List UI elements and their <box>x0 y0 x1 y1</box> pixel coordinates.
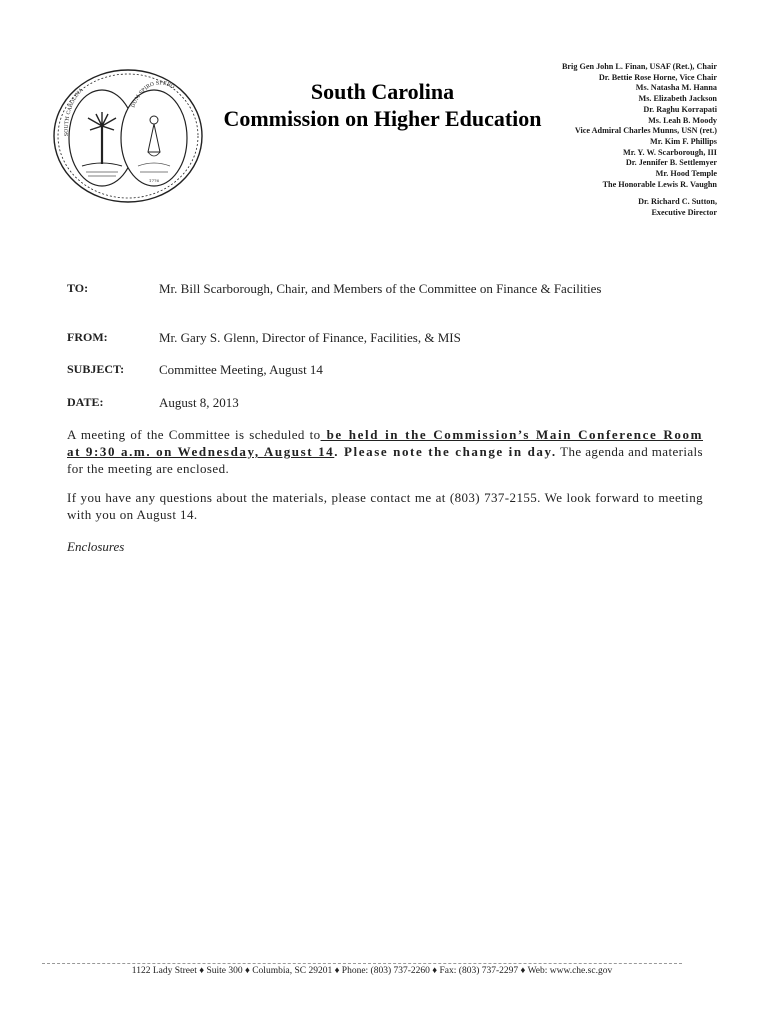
director-name: Dr. Richard C. Sutton, <box>638 197 717 207</box>
member-name: Mr. Y. W. Scarborough, III <box>622 147 717 157</box>
member-name: Dr. Raghu Korrapati <box>643 104 717 114</box>
enclosures-note: Enclosures <box>67 539 125 554</box>
contact-paragraph: If you have any questions about the materials, please contact me at (803) 737-2155. We look forward to meeting with you on August 14. <box>67 490 703 522</box>
state-seal-logo <box>52 68 204 204</box>
commission-members-list <box>457 62 717 219</box>
meeting-paragraph <box>67 426 703 477</box>
director-title: Executive Director <box>651 208 717 218</box>
footer-address: 1122 Lady Street ♦ Suite 300 ♦ Columbia, SC 29201 ♦ Phone: (803) 737-2260 ♦ Fax: (803) 737-2297 ♦ Web: www.che.sc.gov <box>131 966 613 976</box>
meeting-location-time: be held in the Commission’s Main Conference Room at 9:30 a.m. on Wednesday, August 14 <box>67 427 704 459</box>
member-name: Vice Admiral Charles Munns, USN (ret.) <box>574 126 717 136</box>
paragraph-text: A meeting of the Committee is scheduled to <box>67 427 321 442</box>
member-name: Ms. Leah B. Moody <box>648 115 717 125</box>
date-label: DATE: <box>67 395 104 409</box>
paragraph-text: The agenda and materials for the meeting are enclosed. <box>67 444 704 476</box>
member-name: Dr. Jennifer B. Settlemyer <box>625 158 717 168</box>
member-name: Dr. Bettie Rose Horne, Vice Chair <box>598 72 717 82</box>
svg-text:SOUTH CAROLINA: SOUTH CAROLINA <box>63 87 85 137</box>
member-name: Mr. Kim F. Phillips <box>650 136 717 146</box>
member-name: Ms. Elizabeth Jackson <box>638 94 717 104</box>
title-line-2: Commission on Higher Education <box>223 106 542 131</box>
title-line-1: South Carolina <box>310 79 455 104</box>
subject-label: SUBJECT: <box>67 362 125 376</box>
member-name: Ms. Natasha M. Hanna <box>635 83 717 93</box>
from-label: FROM: <box>67 330 108 344</box>
subject-value: Committee Meeting, August 14 <box>159 362 323 377</box>
svg-text:DUM SPIRO SPERO: DUM SPIRO SPERO <box>130 80 176 109</box>
date-value: August 8, 2013 <box>159 395 239 410</box>
to-label: TO: <box>67 281 89 295</box>
svg-text:1776: 1776 <box>148 178 160 183</box>
member-name: The Honorable Lewis R. Vaughn <box>602 179 717 189</box>
to-value: Mr. Bill Scarborough, Chair, and Members of the Committee on Finance & Facilities <box>159 281 602 296</box>
footer-divider <box>42 963 682 964</box>
member-name: Brig Gen John L. Finan, USAF (Ret.), Chair <box>561 62 717 71</box>
member-name: Mr. Hood Temple <box>655 169 717 179</box>
from-value: Mr. Gary S. Glenn, Director of Finance, Facilities, & MIS <box>159 330 461 345</box>
change-notice: . Please note the change in day. <box>334 444 557 459</box>
